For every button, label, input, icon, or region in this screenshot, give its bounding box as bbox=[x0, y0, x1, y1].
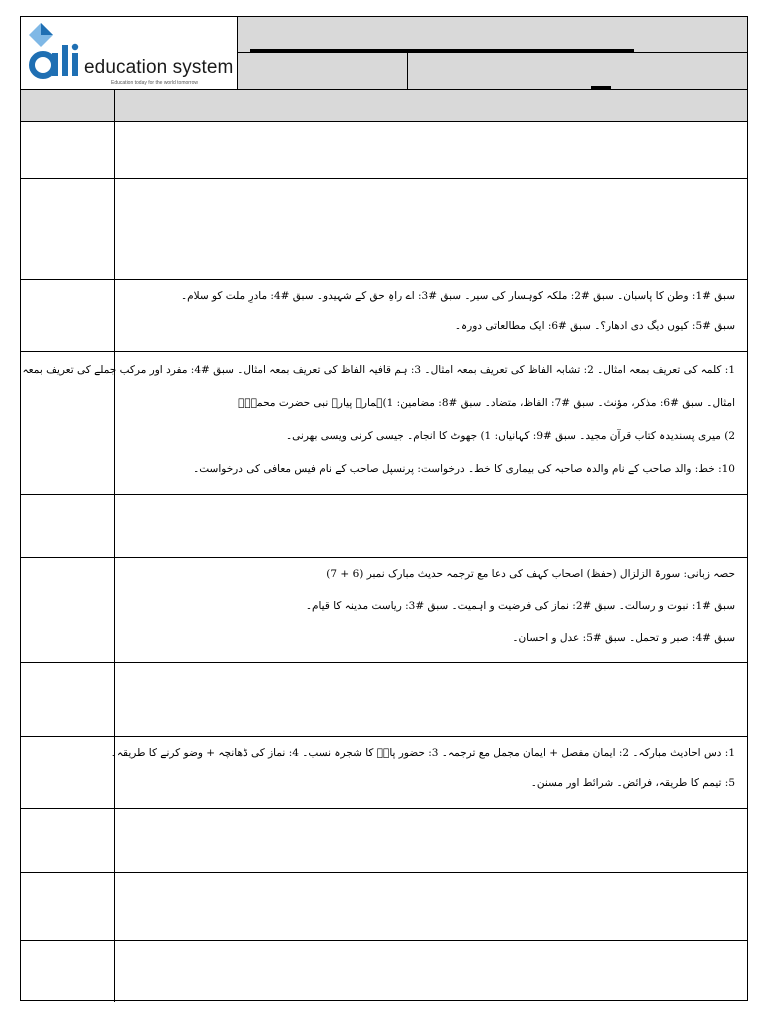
content-line: 10: خط: والد صاحب کے نام والدہ صاحبہ کی بیماری کا خط۔ درخواست: پرنسپل صاحب کے نام فیس معافی کی درخواست۔ bbox=[193, 463, 735, 475]
row-content bbox=[110, 737, 735, 808]
brand-tagline: Education today for the world tomorrow bbox=[111, 80, 198, 86]
table-header-row bbox=[21, 89, 747, 121]
content-line: 2) میری پسندیدہ کتاب قرآن مجید۔ سبق #9: کہانیاں: 1) جھوٹ کا انجام۔ جیسی کرنی ویسی بھرنی۔ bbox=[286, 430, 735, 442]
table-row bbox=[21, 494, 747, 557]
content-line: حصہ زبانی: سورۃ الزلزال (حفظ) اصحاب کہف کی دعا مع ترجمہ حدیث مبارک نمبر (6 + 7) bbox=[326, 568, 735, 580]
row-content bbox=[127, 280, 735, 351]
content-line: 1: کلمہ کی تعریف بمعہ امثال۔ 2: تشابہ الفاظ کی تعریف بمعہ امثال۔ 3: ہم قافیہ الفاظ کی تعریف بمعہ امثال۔ سبق #4: مفرد اور مرکب جملے کی تعریف بمعہ bbox=[22, 364, 735, 376]
table-row bbox=[21, 940, 747, 1002]
table-row bbox=[21, 121, 747, 178]
table-row bbox=[21, 808, 747, 872]
row-content bbox=[127, 558, 735, 662]
content-line: 1: دس احادیث مبارکہ۔ 2: ایمان مفصل + ایمان مجمل مع ترجمہ۔ 3: حضور پاکؐ کا شجرہ نسب۔ 4: نماز کی ڈھانچہ + وضو کرنے کا طریقہ۔ bbox=[110, 747, 735, 759]
content-line: سبق #4: صبر و تحمل۔ سبق #5: عدل و احسان۔ bbox=[512, 632, 735, 644]
table-row bbox=[21, 557, 747, 662]
title-underline bbox=[250, 49, 634, 52]
table-row bbox=[21, 736, 747, 808]
row-content bbox=[22, 352, 735, 494]
table-row bbox=[21, 872, 747, 940]
header-divider bbox=[407, 53, 408, 89]
worksheet bbox=[20, 16, 748, 1001]
brand-name: education system bbox=[84, 57, 234, 78]
content-line: سبق #5: کیوں دیگ دی ادھار؟۔ سبق #6: ایک مطالعاتی دورہ۔ bbox=[454, 320, 735, 332]
header-title-field bbox=[237, 17, 747, 53]
table-row bbox=[21, 279, 747, 351]
table-row bbox=[21, 662, 747, 736]
content-line: سبق #1: نبوت و رسالت۔ سبق #2: نماز کی فرضیت و اہمیت۔ سبق #3: ریاست مدینہ کا قیام۔ bbox=[305, 600, 735, 612]
header-info-field bbox=[237, 53, 747, 89]
table-row bbox=[21, 178, 747, 279]
content-line: 5: تیمم کا طریقہ، فرائض۔ شرائط اور مسنن۔ bbox=[530, 777, 735, 789]
content-line: سبق #1: وطن کا پاسبان۔ سبق #2: ملکہ کوہسار کی سیر۔ سبق #3: اے راہِ حق کے شہیدو۔ سبق #4: مادرِ ملت کو سلام۔ bbox=[180, 290, 735, 302]
header bbox=[21, 17, 747, 89]
table-row bbox=[21, 351, 747, 494]
alif-logo-icon bbox=[27, 21, 87, 83]
logo bbox=[21, 17, 237, 89]
content-line: امثال۔ سبق #6: مذکر، مؤنث۔ سبق #7: الفاظ، متضاد۔ سبق #8: مضامین: 1)ہمارے پیارے نبی حضرت محمدؐ۔ bbox=[238, 397, 735, 409]
